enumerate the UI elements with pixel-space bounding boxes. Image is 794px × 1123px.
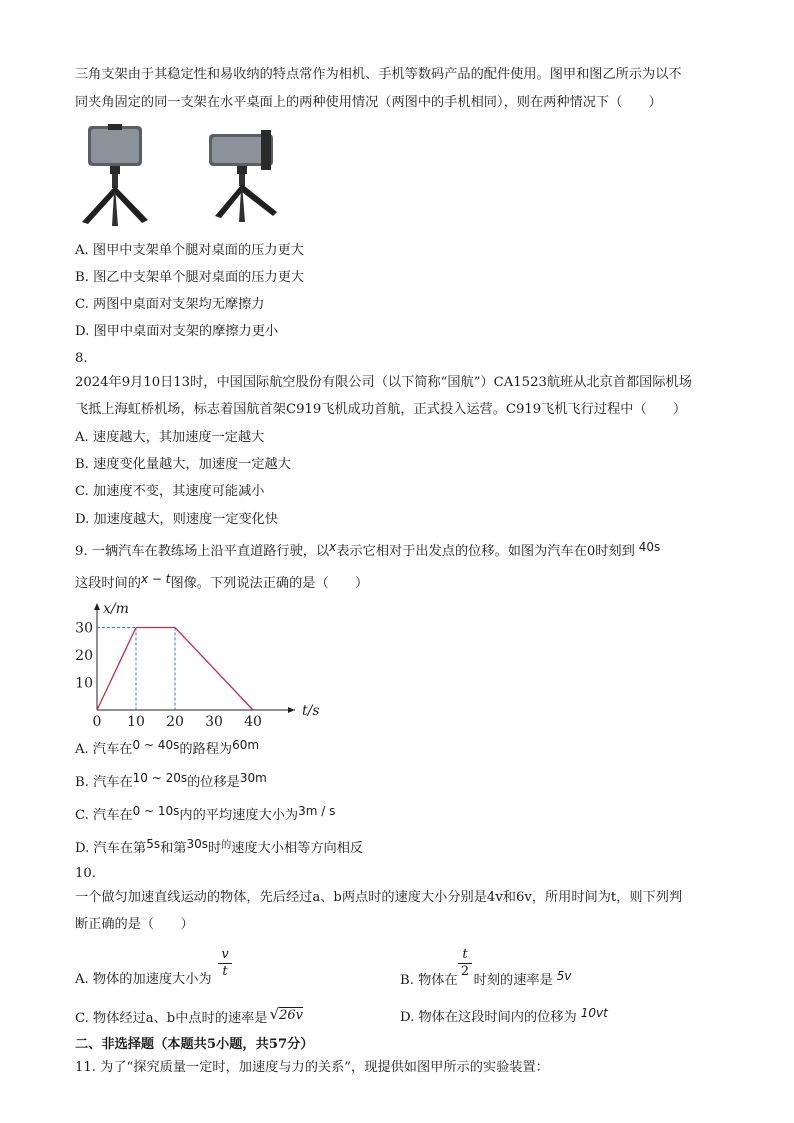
q10-opt-d-val: 10vt [580, 1006, 608, 1020]
q9-opt-a-val: 60m [232, 738, 260, 752]
q9-stem-line1 [75, 542, 660, 561]
q8-option-d: D. 加速度越大，则速度一定变化快 [75, 512, 279, 527]
q10-opt-b-fraction [458, 947, 472, 980]
q8-stem-line2: 飞抵上海虹桥机场，标志着国航首架C919飞机成功首航，正式投入运营。C919飞机飞行过程中（ ） [75, 402, 687, 417]
q9-option-b [75, 773, 267, 792]
q9-xt-label: x − t [140, 572, 171, 586]
x-axis-label: t/s [302, 703, 320, 719]
q9-opt-b-val: 30m [239, 771, 267, 785]
q9-opt-d-pre: D. 汽车在第 [75, 841, 147, 856]
q7-stem-line1: 三角支架由于其稳定性和易收纳的特点常作为相机、手机等数码产品的配件使用。图甲和图乙所示为以不 [75, 67, 682, 82]
q8-option-c: C. 加速度不变，其速度可能减小 [75, 484, 265, 499]
q10-opt-a-fraction [218, 947, 232, 980]
q8-option-b: B. 速度变化量越大，加速度一定越大 [75, 457, 291, 472]
q7-option-d: D. 图甲中桌面对支架的摩擦力更小 [75, 324, 279, 339]
q10-opt-c-val: 26v [279, 1008, 304, 1023]
q10-option-c [75, 1005, 304, 1028]
q9-opt-c-range: 0 ~ 10s [132, 804, 180, 818]
q10-opt-a-den: t [222, 964, 228, 979]
y-tick-label: 10 [75, 675, 93, 692]
q10-opt-b-pre: B. 物体在 [400, 973, 458, 988]
q9-opt-b-pre: B. 汽车在 [75, 775, 133, 790]
q8-option-a: A. 速度越大，其加速度一定越大 [75, 430, 265, 445]
q10-stem-line2: 断正确的是（ ） [75, 917, 194, 932]
q8-number: 8. [75, 351, 88, 366]
q10-opt-b-val: 5v [556, 969, 572, 983]
q10-stem-line1: 一个做匀加速直线运动的物体，先后经过a、b两点时的速度大小分别是4v和6v，所用时间为t，则下列判 [75, 890, 683, 905]
q9-stem-d: 图像。下列说法正确的是（ ） [170, 576, 369, 591]
q10-option-b [400, 971, 572, 990]
x-tick-label: 40 [244, 714, 262, 727]
q10-opt-b-mid: 时刻的速率是 [473, 973, 553, 988]
q10-opt-b-den: 2 [460, 964, 470, 979]
q10-option-a: A. 物体的加速度大小为 [75, 972, 212, 987]
y-tick-label: 20 [75, 648, 93, 664]
q9-stem-a: 9. 一辆汽车在教练场上沿平直道路行驶，以 [75, 544, 330, 559]
y-axis-label: x/m [103, 601, 129, 617]
q9-opt-c-pre: C. 汽车在 [75, 808, 133, 823]
q9-option-a [75, 740, 259, 759]
q7-stem-line2: 同夹角固定的同一支架在水平桌面上的两种使用情况（两图中的手机相同），则在两种情况下（ ） [75, 95, 662, 110]
q9-opt-d-de: 的 [221, 840, 232, 851]
q9-var-x: x [329, 540, 337, 554]
y-tick-label: 30 [75, 620, 93, 637]
q10-opt-c-text: C. 物体经过a、b中点时的速率是 [75, 1011, 268, 1026]
radical-sign-icon: √ [269, 1005, 280, 1023]
tripod-photo-yi [205, 126, 287, 226]
q9-stem-line2 [75, 574, 368, 593]
q9-opt-d-t2: 30s [186, 837, 209, 851]
q10-opt-d-text: D. 物体在这段时间内的位移为 [400, 1010, 577, 1025]
q10-number: 10. [75, 866, 96, 881]
q9-t40: 40s [638, 540, 661, 554]
series-segment [97, 628, 136, 711]
q7-option-c: C. 两图中桌面对支架均无摩擦力 [75, 297, 265, 312]
x-axis-arrow-icon [288, 707, 295, 713]
q9-option-c [75, 806, 335, 825]
q10-opt-a-num: v [218, 947, 232, 964]
q9-opt-a-pre: A. 汽车在 [75, 742, 133, 757]
q9-opt-b-range: 10 ~ 20s [132, 771, 188, 785]
q9-option-d [75, 839, 363, 859]
y-axis-arrow-icon [94, 603, 100, 610]
q10-opt-b-num: t [458, 947, 472, 964]
q9-opt-a-range: 0 ~ 40s [132, 738, 180, 752]
x-tick-label: 0 [92, 714, 102, 727]
q9-opt-a-mid: 的路程为 [179, 742, 233, 757]
q9-opt-d-t1: 5s [146, 837, 161, 851]
q10-opt-c-sqrt [269, 1005, 304, 1023]
q9-opt-d-end: 速度大小相等方向相反 [231, 841, 364, 856]
q9-opt-b-mid: 的位移是 [187, 775, 240, 790]
q8-stem-line1: 2024年9月10日13时，中国国际航空股份有限公司（以下简称“国航”）CA1523航班从北京首都国际机场 [75, 375, 692, 390]
q11-stem: 11. 为了“探究质量一定时，加速度与力的关系”，现提供如图甲所示的实验装置： [75, 1060, 549, 1075]
x-tick-label: 30 [205, 714, 223, 727]
q9-opt-d-mid: 和第 [160, 841, 187, 856]
q7-option-a: A. 图甲中支架单个腿对桌面的压力更大 [75, 243, 304, 258]
q9-stem-c: 这段时间的 [75, 576, 141, 591]
q9-opt-c-val: 3m / s [298, 804, 336, 818]
q9-opt-d-mid2: 时 [208, 841, 222, 856]
q9-opt-c-mid: 内的平均速度大小为 [179, 808, 299, 823]
q7-option-b: B. 图乙中支架单个腿对桌面的压力更大 [75, 270, 305, 285]
x-tick-label: 10 [127, 714, 145, 727]
tripod-photo-jia [74, 122, 156, 226]
series-segment [175, 628, 253, 711]
xt-graph [70, 597, 330, 727]
section-heading: 二、非选择题（本题共5小题，共57分） [75, 1037, 314, 1052]
q9-stem-b: 表示它相对于出发点的位移。如图为汽车在0时刻到 [336, 544, 635, 559]
x-tick-label: 20 [166, 714, 184, 727]
q10-option-d [400, 1008, 608, 1027]
